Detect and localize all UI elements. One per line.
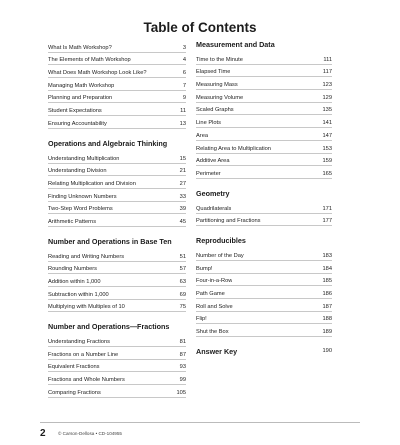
entry-title: Understanding Division — [48, 168, 107, 175]
entry-title: Arithmetic Patterns — [48, 218, 97, 225]
entry-page-number: 4 — [182, 57, 186, 64]
page-footer — [40, 422, 360, 443]
entry-title: Multiplying with Multiples of 10 — [48, 304, 125, 311]
toc-entry — [48, 78, 186, 91]
entry-title: Elapsed Time — [196, 69, 231, 76]
entry-page-number: 15 — [179, 155, 186, 162]
toc-entry — [196, 115, 332, 128]
entry-page-number: 13 — [179, 120, 186, 127]
entry-title: Line Plots — [196, 120, 221, 127]
entry-title: Time to the Minute — [196, 56, 243, 63]
toc-entry — [196, 261, 332, 274]
entry-title: Scaled Graphs — [196, 107, 234, 114]
entry-title: Subtraction within 1,000 — [48, 291, 109, 298]
entry-page-number: 159 — [322, 158, 332, 165]
toc-entry — [48, 189, 186, 202]
entry-page-number: 3 — [182, 44, 186, 51]
entry-page-number: 39 — [179, 206, 186, 213]
toc-entry — [196, 166, 332, 179]
entry-title: Roll and Solve — [196, 303, 233, 310]
entry-page-number: 177 — [322, 218, 332, 225]
toc-entry — [48, 65, 186, 78]
entry-page-number: 141 — [322, 120, 332, 127]
entry-page-number: 165 — [322, 170, 332, 177]
toc-entry — [196, 299, 332, 312]
toc-entry — [196, 312, 332, 325]
toc-entry — [196, 274, 332, 287]
toc-entry — [196, 324, 332, 337]
entry-title: Addition within 1,000 — [48, 279, 101, 285]
entry-page-number: 171 — [322, 205, 332, 212]
entry-title: Understanding Multiplication — [48, 155, 120, 162]
entry-page-number: 117 — [322, 69, 332, 76]
entry-page-number: 135 — [322, 107, 332, 114]
entry-title: Perimeter — [196, 170, 221, 177]
entry-title: What Does Math Workshop Look Like? — [48, 70, 147, 77]
entry-page-number: 57 — [179, 266, 186, 273]
toc-section — [48, 322, 186, 397]
section-heading: Operations and Algebraic Thinking — [48, 138, 168, 148]
toc-entry — [48, 202, 186, 215]
entry-page-number: 63 — [179, 279, 186, 285]
entry-page-number: 99 — [179, 377, 186, 384]
section-heading: Geometry — [196, 188, 230, 198]
toc-entry — [48, 300, 186, 313]
entry-page-number: 7 — [182, 82, 186, 89]
toc-entry — [48, 53, 186, 66]
entry-page-number: 185 — [322, 278, 332, 285]
entry-title: Ensuring Accountability — [48, 120, 107, 127]
toc-entry — [48, 214, 186, 227]
toc-entry — [48, 40, 186, 53]
toc-entry — [48, 176, 186, 189]
entry-page-number: 87 — [179, 351, 186, 358]
entry-page-number: 21 — [179, 168, 186, 175]
page-title: Table of Contents — [143, 20, 257, 35]
toc-section — [48, 139, 186, 227]
toc-entry — [196, 154, 332, 167]
entry-title: Comparing Fractions — [48, 389, 101, 396]
entry-title: Planning and Preparation — [48, 95, 113, 102]
entry-title: Measuring Volume — [196, 94, 244, 101]
entry-page-number: 45 — [179, 218, 186, 225]
entry-title: Flip! — [196, 316, 207, 323]
toc-entry — [48, 372, 186, 385]
entry-title: Bump! — [196, 265, 213, 272]
entry-page-number: 186 — [322, 291, 332, 297]
toc-section — [48, 40, 186, 129]
toc-entry — [196, 65, 332, 78]
toc-entry — [196, 103, 332, 116]
toc-entry — [48, 287, 186, 300]
entry-title: Reading and Writing Numbers — [48, 253, 125, 260]
entry-title: What Is Math Workshop? — [48, 44, 112, 51]
toc-left-column — [48, 40, 186, 408]
toc-entry — [196, 286, 332, 299]
toc-entry — [196, 201, 332, 214]
toc-entry — [48, 151, 186, 164]
entry-page-number: 183 — [322, 252, 332, 259]
entry-title: Quadrilaterals — [196, 205, 232, 212]
toc-entry — [196, 141, 332, 154]
entry-page-number: 81 — [179, 339, 186, 346]
section-heading-text: Answer Key — [196, 347, 238, 357]
toc-section — [196, 40, 332, 179]
entry-title: Two-Step Word Problems — [48, 206, 113, 213]
entry-title: Partitioning and Fractions — [196, 218, 261, 225]
entry-page-number: 129 — [322, 94, 332, 101]
entry-title: Understanding Fractions — [48, 339, 110, 346]
entry-page-number: 75 — [179, 304, 186, 311]
toc-entry — [48, 360, 186, 373]
entry-title: Managing Math Workshop — [48, 82, 115, 89]
toc-entry — [48, 385, 186, 398]
entry-title: Fractions on a Number Line — [48, 351, 119, 358]
entry-page-number: 27 — [179, 180, 186, 187]
toc-entry — [196, 52, 332, 65]
section-heading: Number and Operations in Base Ten — [48, 236, 172, 246]
entry-title: Student Expectations — [48, 108, 102, 115]
entry-title: Additive Area — [196, 158, 230, 165]
entry-title: Relating Area to Multiplication — [196, 145, 271, 152]
toc-entry — [196, 128, 332, 141]
entry-title: Number of the Day — [196, 252, 244, 259]
section-page-number: 190 — [322, 348, 332, 355]
toc-entry — [48, 334, 186, 347]
entry-page-number: 111 — [323, 56, 332, 63]
entry-page-number: 187 — [322, 303, 332, 310]
entry-page-number: 188 — [322, 316, 332, 323]
section-heading: Measurement and Data — [196, 40, 275, 49]
toc-entry — [48, 347, 186, 360]
entry-title: Four-in-a-Row — [196, 278, 233, 285]
entry-page-number: 153 — [322, 145, 332, 152]
entry-page-number: 6 — [182, 70, 186, 77]
entry-page-number: 33 — [179, 193, 186, 200]
entry-page-number: 184 — [322, 265, 332, 272]
section-heading — [196, 347, 332, 356]
toc-entry — [48, 249, 186, 262]
toc-section — [196, 189, 332, 226]
toc-entry — [48, 274, 186, 287]
entry-title: Finding Unknown Numbers — [48, 193, 117, 200]
entry-page-number: 9 — [182, 95, 186, 102]
entry-page-number: 69 — [179, 291, 186, 298]
page-number: 2 — [40, 428, 46, 439]
toc-entry — [48, 91, 186, 104]
entry-title: Measuring Mass — [196, 82, 238, 89]
entry-page-number: 105 — [176, 389, 186, 396]
entry-title: Relating Multiplication and Division — [48, 180, 136, 187]
toc-section — [196, 347, 332, 356]
toc-entry — [196, 248, 332, 261]
entry-title: Path Game — [196, 291, 225, 297]
copyright-text: © Carson-Dellosa • CD-104955 — [58, 431, 122, 436]
entry-title: Fractions and Whole Numbers — [48, 377, 125, 384]
entry-title: Rounding Numbers — [48, 266, 98, 273]
entry-page-number: 51 — [179, 253, 186, 260]
entry-page-number: 147 — [322, 132, 332, 139]
entry-title: Shut the Box — [196, 329, 229, 336]
entry-title: Area — [196, 132, 209, 139]
toc-entry — [48, 262, 186, 275]
entry-title: Equivalent Fractions — [48, 364, 100, 371]
entry-title: The Elements of Math Workshop — [48, 57, 131, 64]
toc-entry — [48, 164, 186, 177]
entry-page-number: 189 — [322, 329, 332, 336]
section-heading: Reproducibles — [196, 236, 246, 246]
section-heading: Number and Operations—Fractions — [48, 322, 170, 332]
toc-section — [48, 237, 186, 312]
toc-entry — [196, 90, 332, 103]
toc-entry — [48, 103, 186, 116]
entry-page-number: 93 — [179, 364, 186, 371]
toc-entry — [48, 116, 186, 129]
entry-page-number: 11 — [180, 108, 186, 115]
entry-page-number: 123 — [322, 82, 332, 89]
toc-entry — [196, 77, 332, 90]
toc-entry — [196, 214, 332, 227]
toc-right-column — [196, 40, 332, 366]
toc-section — [196, 236, 332, 337]
